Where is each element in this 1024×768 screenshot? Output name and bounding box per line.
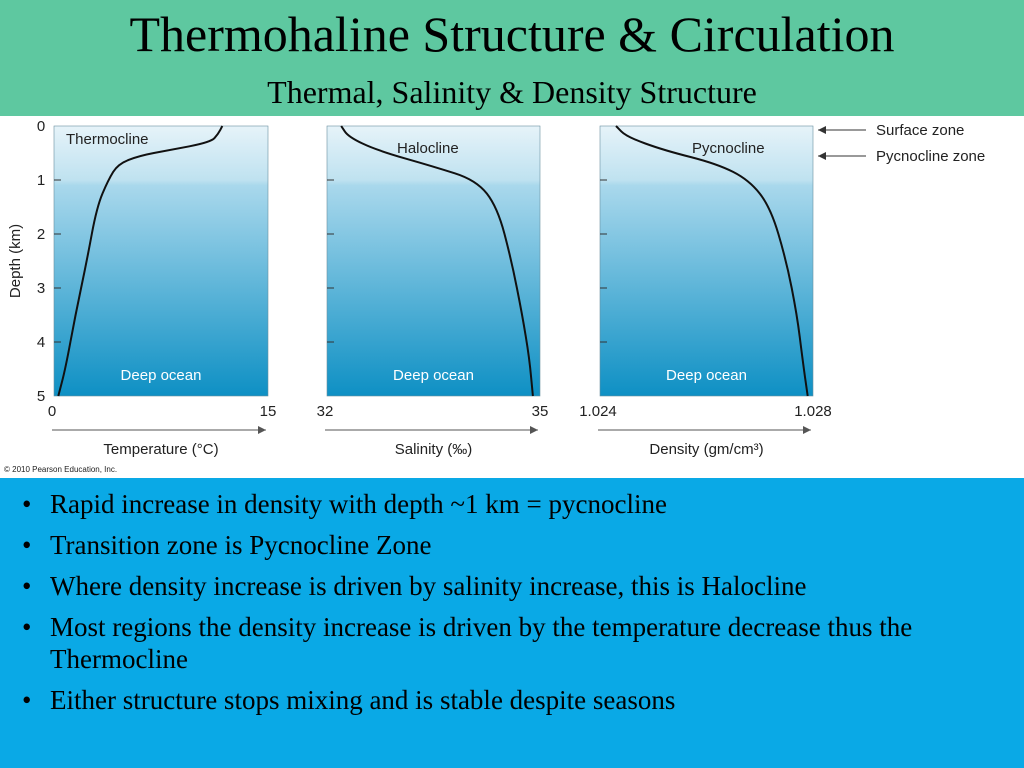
x-tick-label: 35 [531,403,549,420]
y-tick-label: 5 [36,388,46,405]
bullet-item [22,529,1018,561]
deep-ocean-label: Deep ocean [393,367,474,384]
slide-title: Thermohaline Structure & Circulation [129,6,895,62]
x-tick-label: 1.028 [794,403,832,420]
x-tick-label: 15 [259,403,277,420]
x-tick-label: 1.024 [579,403,617,420]
x-tick-label: 0 [47,403,57,420]
y-tick-label: 2 [36,226,46,243]
surface-zone-label: Surface zone [876,122,965,139]
y-axis-label: Depth (km) [7,223,24,299]
x-axis-label: Temperature (°C) [103,441,219,458]
bullet-item [22,570,1018,602]
copyright-text: © 2010 Pearson Education, Inc. [4,465,118,474]
bullet-list [22,488,1018,725]
curve-label: Thermocline [66,131,149,148]
y-tick-label: 3 [36,280,46,297]
pycnocline-zone-label: Pycnocline zone [876,148,986,165]
y-tick-label: 4 [36,334,46,351]
bullet-panel [0,478,1024,768]
x-axis-arrow-head [530,426,538,434]
zone-arrow-head [818,126,826,134]
ocean-profiles-figure [0,116,1024,478]
bullet-dot: • [22,571,32,601]
water-panel [600,126,813,396]
y-tick-label: 1 [36,172,46,189]
bullet-item [22,684,1018,716]
x-axis-label: Density (gm/cm³) [649,441,764,458]
bullet-dot: • [22,612,32,642]
bullet-text: Where density increase is driven by salinity increase, this is Halocline [50,571,807,601]
bullet-text: Transition zone is Pycnocline Zone [50,530,432,560]
y-tick-label: 0 [36,118,46,135]
curve-label: Pycnocline [692,140,765,157]
zone-arrow-head [818,152,826,160]
bullet-dot: • [22,685,32,715]
bullet-dot: • [22,530,32,560]
bullet-text: Rapid increase in density with depth ~1 km = pycnocline [50,489,667,519]
x-axis-arrow-head [258,426,266,434]
deep-ocean-label: Deep ocean [120,367,202,384]
title-banner [0,0,1024,116]
x-axis-arrow-head [803,426,811,434]
deep-ocean-label: Deep ocean [666,367,747,384]
profiles-svg [0,116,1024,478]
x-axis-label: Salinity (‰) [394,441,473,458]
bullet-text: Most regions the density increase is driven by the temperature decrease thus the Thermocline [50,612,913,674]
bullet-text: Either structure stops mixing and is stable despite seasons [50,685,676,715]
bullet-dot: • [22,489,32,519]
x-tick-label: 32 [316,403,334,420]
bullet-item [22,488,1018,520]
bullet-item [22,611,1018,675]
curve-label: Halocline [397,140,459,157]
slide-subtitle: Thermal, Salinity & Density Structure [267,74,757,110]
